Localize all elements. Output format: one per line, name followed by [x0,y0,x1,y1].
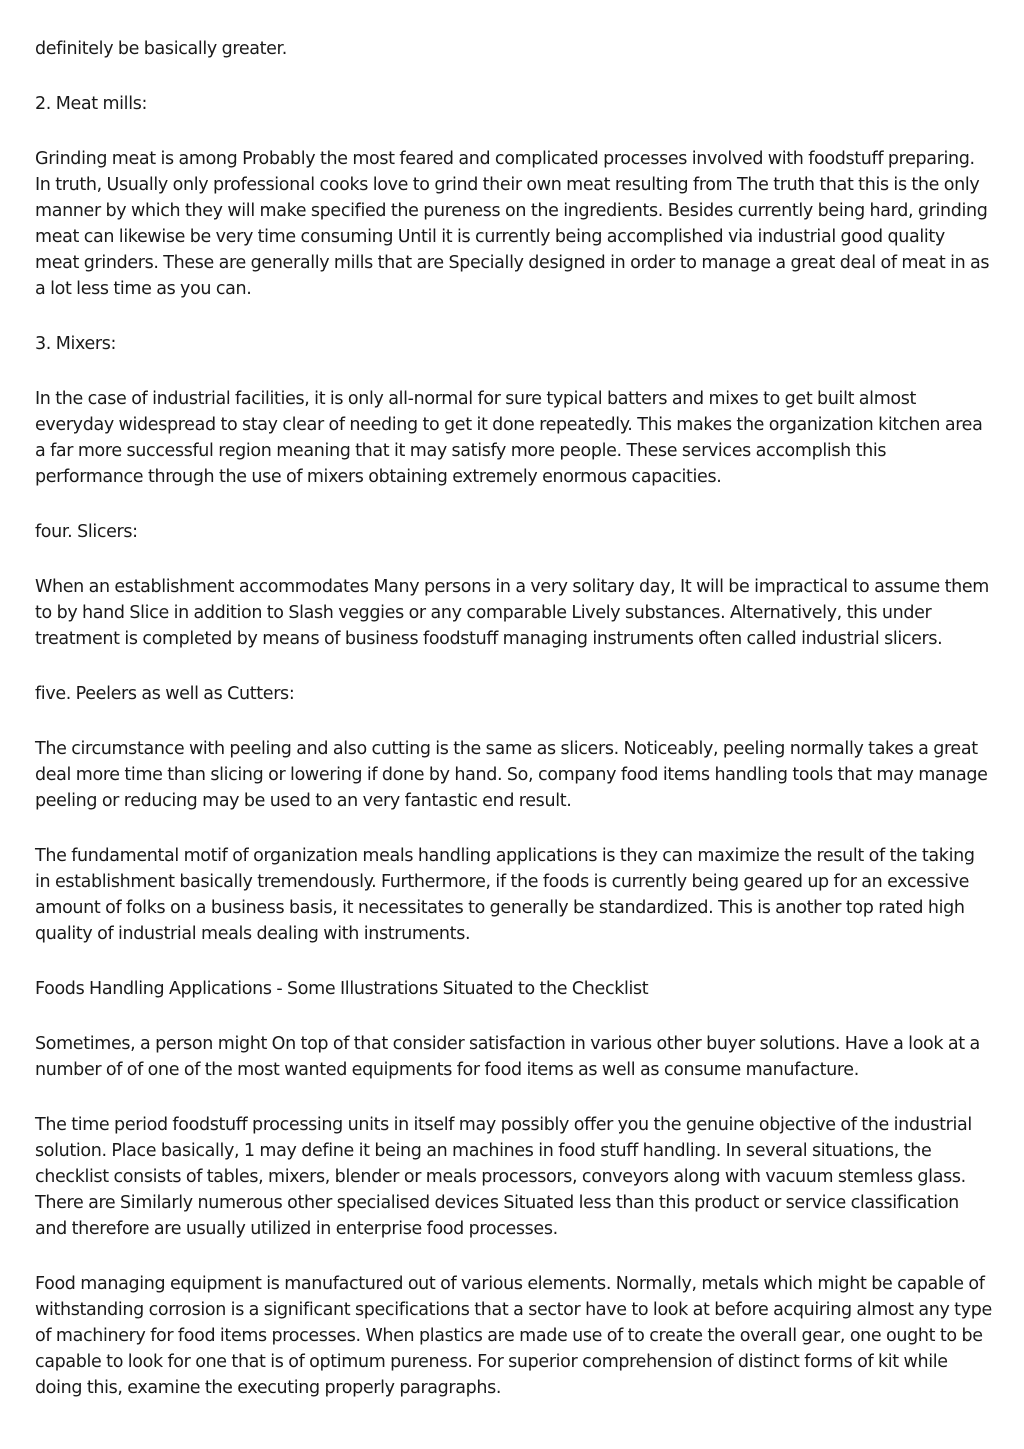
paragraph-meat-mills: Grinding meat is among Probably the most feared and complicated processes involved with foodstuff preparing. In truth, Usually only professional cooks love to grind their own meat resulting from The truth that this is the only manner by which they will make specified the pureness on the ingredients. Besides currently being hard, grinding meat can likewise be very time consuming Until it is currently being accomplished via industrial good quality meat grinders. These are generally mills that are Specially designed in order to manage a great deal of meat in as a lot less time as you can. [35,149,990,299]
heading-slicers: four. Slicers: [35,522,138,542]
paragraph-continuation: definitely be basically greater. [35,39,287,59]
paragraph-fundamental-motif: The fundamental motif of organization meals handling applications is they can maximize the result of the taking in establishment basically tremendously. Furthermore, if the foods is currently being geared up for an excessive amount of folks on a business basis, it necessitates to generally be standardized. This is another top rated high quality of industrial meals dealing with instruments. [35,846,975,944]
paragraph-buyer-solutions: Sometimes, a person might On top of that consider satisfaction in various other buyer solutions. Have a look at a number of of one of the most wanted equipments for food items as well as consume manufacture. [35,1034,980,1080]
heading-foods-handling-applications: Foods Handling Applications - Some Illustrations Situated to the Checklist [35,979,649,999]
paragraph-slicers: When an establishment accommodates Many persons in a very solitary day, It will be impractical to assume them to by hand Slice in addition to Slash veggies or any comparable Lively substances. Alternatively, this under treatment is completed by means of business foodstuff managing instruments often called industrial slicers. [35,577,989,649]
paragraph-peelers-cutters: The circumstance with peeling and also cutting is the same as slicers. Noticeably, peeling normally takes a great deal more time than slicing or lowering if done by hand. So, company food items handling tools that may manage peeling or reducing may be used to an very fantastic end result. [35,739,988,811]
paragraph-mixers: In the case of industrial facilities, it is only all-normal for sure typical batters and mixes to get built almost everyday widespread to stay clear of needing to get it done repeatedly. This makes the organization kitchen area a far more successful region meaning that it may satisfy more people. These services accomplish this performance through the use of mixers obtaining extremely enormous capacities. [35,389,983,487]
document-body [35,36,993,1430]
paragraph-processing-units: The time period foodstuff processing units in itself may possibly offer you the genuine objective of the industrial solution. Place basically, 1 may define it being an machines in food stuff handling. In several situations, the checklist consists of tables, mixers, blender or meals processors, conveyors along with vacuum stemless glass. There are Similarly numerous other specialised devices Situated less than this product or service classification and therefore are usually utilized in enterprise food processes. [35,1115,972,1239]
heading-mixers: 3. Mixers: [35,334,117,354]
heading-meat-mills: 2. Meat mills: [35,94,148,114]
paragraph-managing-equipment: Food managing equipment is manufactured out of various elements. Normally, metals which might be capable of withstanding corrosion is a significant specifications that a sector have to look at before acquiring almost any type of machinery for food items processes. When plastics are made use of to create the overall gear, one ought to be capable to look for one that is of optimum pureness. For superior comprehension of distinct forms of kit while doing this, examine the executing properly paragraphs. [35,1274,992,1398]
heading-peelers-cutters: five. Peelers as well as Cutters: [35,684,295,704]
